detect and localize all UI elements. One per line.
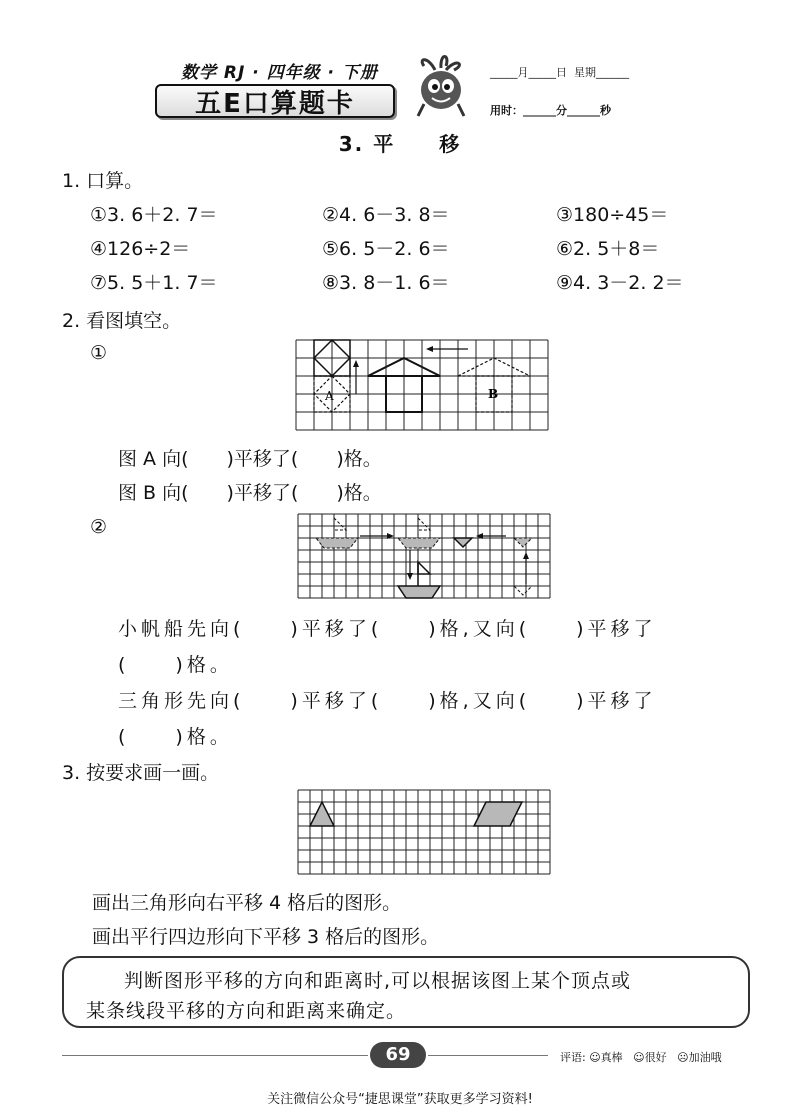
figure-b-label: B	[488, 387, 499, 401]
fill-triangle-line-2: ( )格。	[118, 726, 233, 748]
section-1-heading: 1. 口算。	[62, 170, 144, 192]
tip-line-2: 某条线段平移的方向和距离来确定。	[86, 1000, 407, 1022]
drawing-grid	[298, 790, 548, 874]
translation-grid-1	[296, 340, 548, 426]
section-2-heading: 2. 看图填空。	[62, 310, 182, 332]
evaluation: 评语: ☺真棒 ☺很好 ☹加油哦	[560, 1051, 722, 1064]
calc-item: ②4. 6－3. 8＝	[322, 204, 450, 226]
calc-item: ③180÷45＝	[556, 204, 669, 226]
calc-item: ⑥2. 5＋8＝	[556, 238, 660, 260]
part-2-marker: ②	[90, 516, 108, 538]
date-line: _____月_____日 星期______	[490, 66, 629, 79]
section-3-heading: 3. 按要求画一画。	[62, 762, 220, 784]
footer-divider-right	[428, 1055, 548, 1056]
fill-boat-line-2: ( )格。	[118, 654, 233, 676]
header-banner: 五E口算题卡	[155, 84, 395, 118]
calc-item: ⑧3. 8－1. 6＝	[322, 272, 450, 294]
calc-item: ⑤6. 5－2. 6＝	[322, 238, 450, 260]
part-1-marker: ①	[90, 342, 108, 364]
calc-item: ⑨4. 3－2. 2＝	[556, 272, 684, 294]
footer-divider-left	[62, 1055, 368, 1056]
translation-grid-2	[298, 514, 548, 598]
page-number: 69	[370, 1042, 426, 1068]
mascot-icon	[410, 52, 472, 122]
lesson-title: 3. 平 移	[338, 132, 462, 156]
time-line: 用时：______分______秒	[490, 104, 611, 117]
figure-a-label: A	[325, 389, 334, 403]
tip-line-1: 判断图形平移的方向和距离时,可以根据该图上某个顶点或	[124, 970, 632, 992]
footer-note: 关注微信公众号“捷思课堂”获取更多学习资料!	[267, 1092, 533, 1107]
calc-item: ④126÷2＝	[90, 238, 191, 260]
calc-item: ⑦5. 5＋1. 7＝	[90, 272, 218, 294]
calc-item: ①3. 6＋2. 7＝	[90, 204, 218, 226]
header-subtitle: 数学 RJ · 四年级 · 下册	[181, 63, 378, 83]
fill-line-a: 图 A 向( )平移了( )格。	[118, 448, 382, 470]
draw-instruction-1: 画出三角形向右平移 4 格后的图形。	[92, 892, 402, 914]
fill-line-b: 图 B 向( )平移了( )格。	[118, 482, 382, 504]
tip-box	[62, 956, 750, 1028]
fill-triangle-line-1: 三角形先向( )平移了( )格,又向( )平移了	[118, 690, 657, 712]
fill-boat-line-1: 小帆船先向( )平移了( )格,又向( )平移了	[118, 618, 657, 640]
draw-instruction-2: 画出平行四边形向下平移 3 格后的图形。	[92, 926, 440, 948]
